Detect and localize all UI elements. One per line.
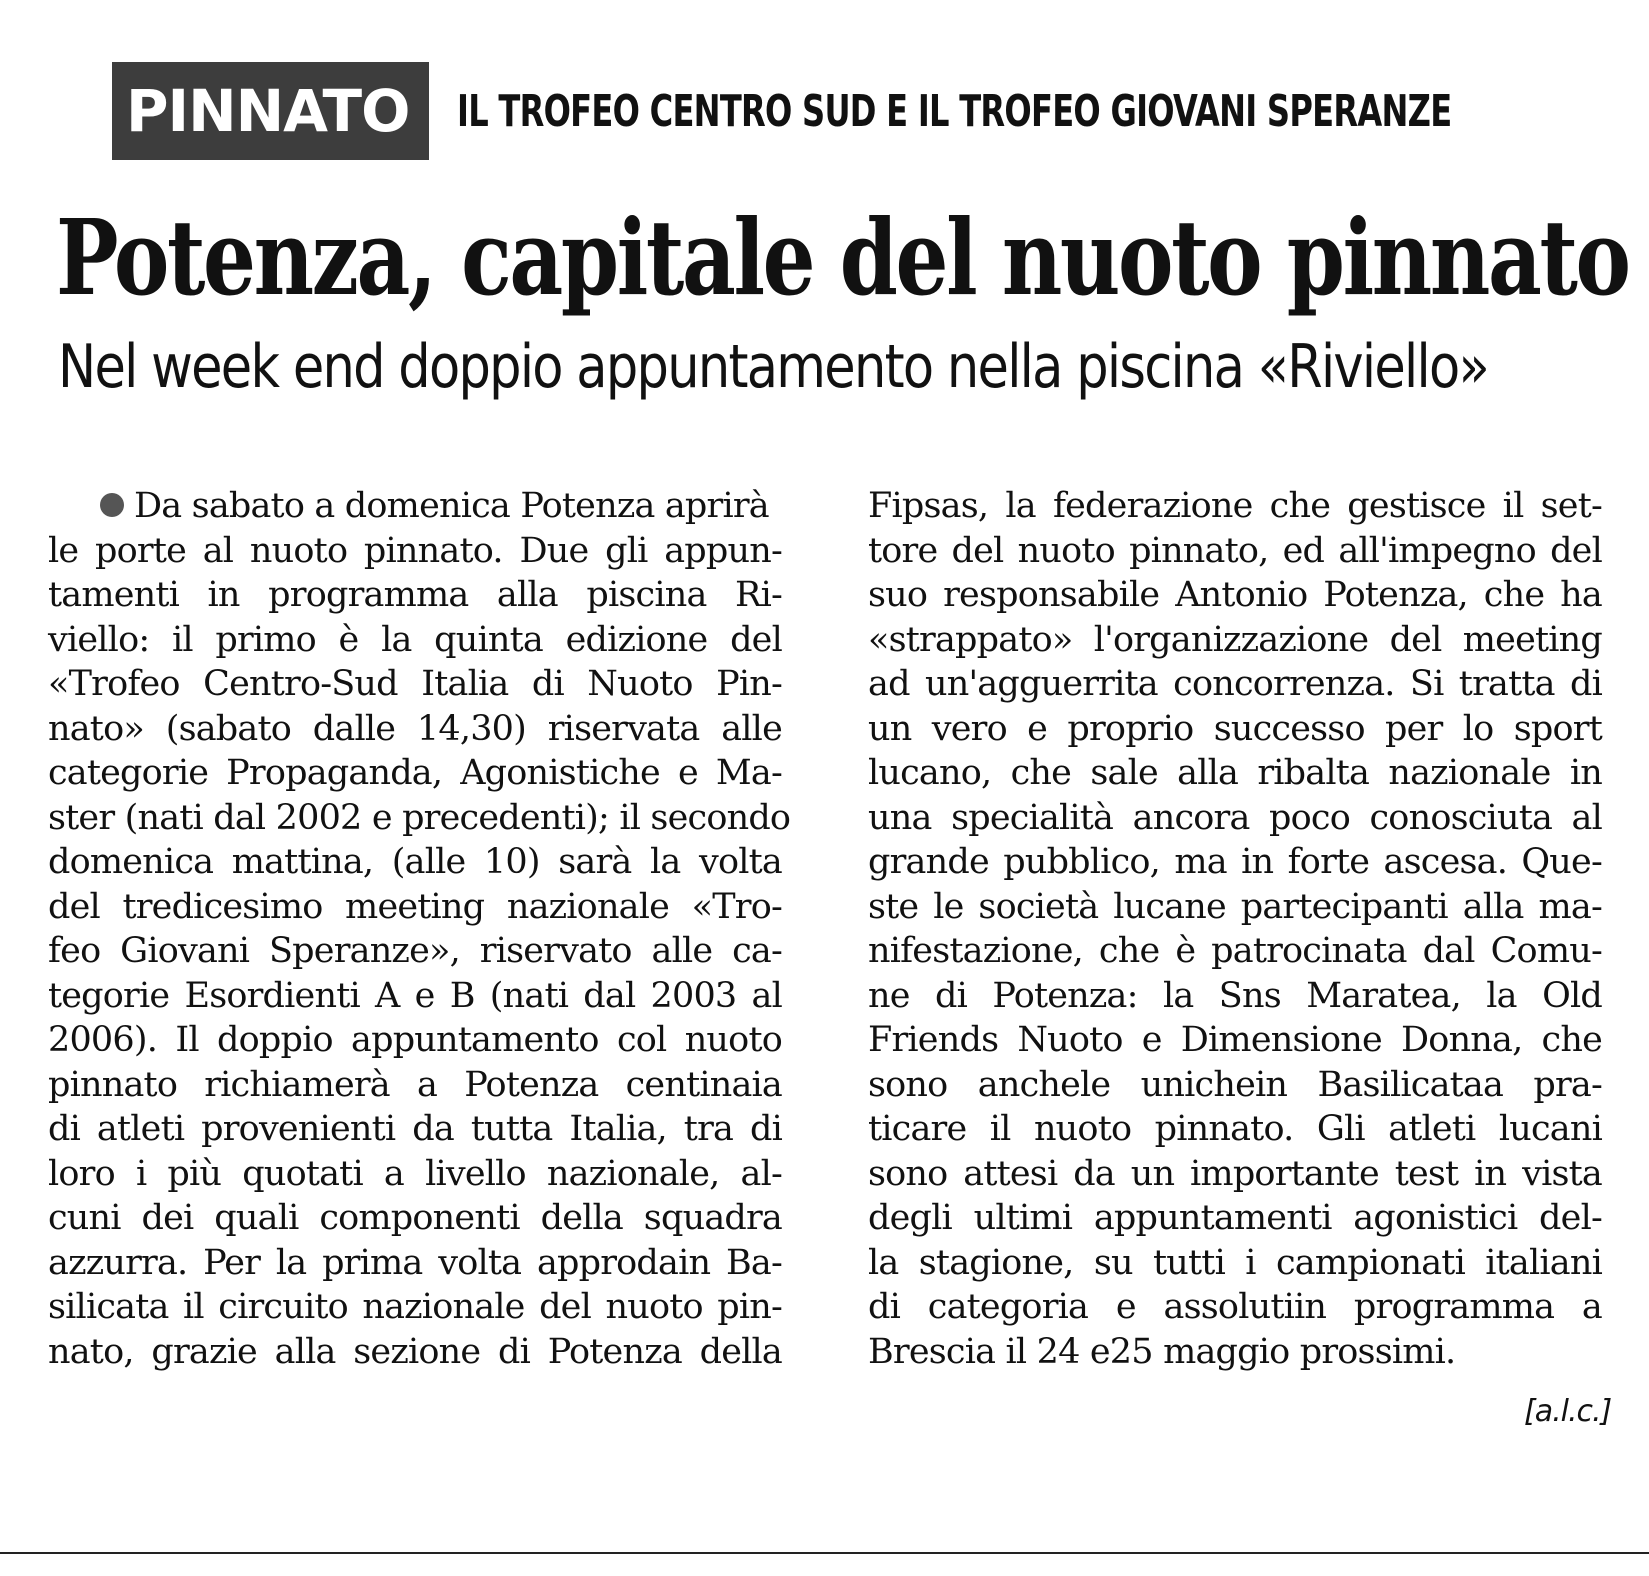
column-line: categorie Propaganda, Agonistiche e Ma- <box>48 753 782 793</box>
column-line: silicata il circuito nazionale del nuoto pin- <box>48 1287 782 1327</box>
column-line: una specialità ancora poco conosciuta al <box>868 797 1602 838</box>
bullet-dot-icon <box>100 493 124 517</box>
column-line: nato, grazie alla sezione di Potenza della <box>48 1331 782 1372</box>
column-line: ticare il nuoto pinnato. Gli atleti lucani <box>868 1109 1602 1149</box>
column-line: 2006). Il doppio appuntamento col nuoto <box>48 1020 782 1060</box>
bottom-rule <box>0 1552 1649 1554</box>
kicker: IL TROFEO CENTRO SUD E IL TROFEO GIOVANI SPERANZE <box>457 85 1452 137</box>
column-line: pinnato richiamerà a Potenza centinaia <box>48 1064 782 1105</box>
column-line: tegorie Esordienti A e B (nati dal 2003 al <box>48 975 782 1016</box>
column-line: la stagione, su tutti i campionati italiani <box>868 1242 1602 1283</box>
column-line: tamenti in programma alla piscina Ri- <box>48 575 782 615</box>
column-line: suo responsabile Antonio Potenza, che ha <box>868 575 1602 615</box>
column-line: lucano, che sale alla ribalta nazionale in <box>868 753 1602 793</box>
column-line: feo Giovani Speranze», riservato alle ca- <box>48 931 782 971</box>
column-line: nato» (sabato dalle 14,30) riservata alle <box>48 708 782 749</box>
column-line: Brescia il 24 e25 maggio prossimi. <box>868 1331 1456 1372</box>
column-line: sono anchele unichein Basilicataa pra- <box>868 1064 1602 1105</box>
column-line: le porte al nuoto pinnato. Due gli appun- <box>48 530 782 571</box>
column-line: del tredicesimo meeting nazionale «Tro- <box>48 886 782 927</box>
byline: [a.l.c.] <box>1524 1394 1612 1429</box>
column-line: ne di Potenza: la Sns Maratea, la Old <box>868 975 1602 1016</box>
column-line: grande pubblico, ma in forte ascesa. Que- <box>868 842 1602 882</box>
headline: Potenza, capitale del nuoto pinnato <box>56 196 1629 319</box>
section-badge: PINNATO <box>112 62 429 160</box>
column-line: azzurra. Per la prima volta approdain Ba- <box>48 1242 782 1283</box>
column-line: tore del nuoto pinnato, ed all'impegno del <box>868 530 1602 571</box>
column-line: nifestazione, che è patrocinata dal Comu- <box>868 931 1602 971</box>
column-line: viello: il primo è la quinta edizione del <box>48 619 782 660</box>
column-line: di categoria e assolutiin programma a <box>868 1287 1602 1327</box>
column-line: di atleti provenienti da tutta Italia, tra di <box>48 1109 782 1149</box>
column-line: un vero e proprio successo per lo sport <box>868 708 1602 749</box>
column-line: ster (nati dal 2002 e precedenti); il secondo <box>48 797 791 838</box>
column-line: ad un'agguerrita concorrenza. Si tratta di <box>868 664 1602 704</box>
column-line: ste le società lucane partecipanti alla ma- <box>868 886 1602 927</box>
column-line: Friends Nuoto e Dimensione Donna, che <box>868 1020 1602 1060</box>
column-line: Fipsas, la federazione che gestisce il set- <box>868 486 1602 526</box>
column-line: degli ultimi appuntamenti agonistici del- <box>868 1198 1602 1238</box>
column-line: «Trofeo Centro-Sud Italia di Nuoto Pin- <box>48 664 782 704</box>
column-line: «strappato» l'organizzazione del meeting <box>868 619 1602 660</box>
subheadline: Nel week end doppio appuntamento nella piscina «Riviello» <box>58 332 1488 402</box>
column-line: loro i più quotati a livello nazionale, al- <box>48 1153 782 1194</box>
article-column-left <box>48 484 791 1374</box>
article-column-right <box>868 484 1602 1374</box>
column-line: cuni dei quali componenti della squadra <box>48 1198 782 1238</box>
column-line: Da sabato a domenica Potenza aprirà <box>48 484 782 529</box>
article-header <box>112 62 1592 160</box>
column-line: sono attesi da un importante test in vista <box>868 1153 1602 1194</box>
column-line: domenica mattina, (alle 10) sarà la volta <box>48 842 782 882</box>
